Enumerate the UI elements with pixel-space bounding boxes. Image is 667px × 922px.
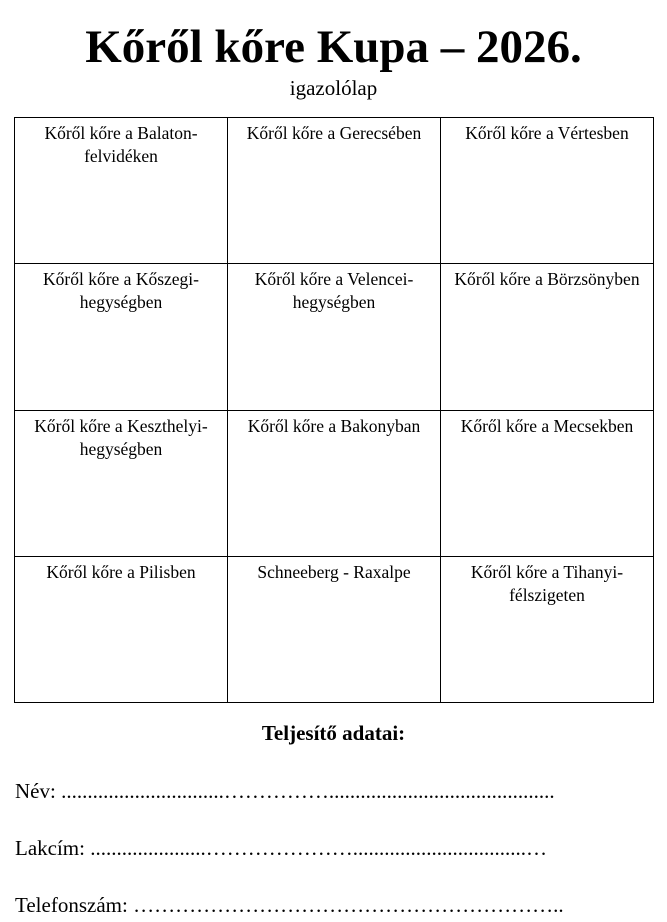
phone-field-line[interactable]: …………………………………………………….. — [133, 893, 564, 917]
phone-field-label: Telefonszám: — [15, 893, 128, 917]
stamp-grid — [14, 117, 654, 703]
address-field-line[interactable]: ......................………………….................................… — [90, 836, 547, 860]
stamp-cell-balaton-felvidek — [15, 118, 228, 264]
stamp-cell-bakony — [228, 410, 441, 556]
stamp-cell-label: Kőről kőre a Kőszegi-hegységben — [43, 269, 199, 313]
stamp-cell-label: Kőről kőre a Gerecsében — [246, 123, 422, 143]
stamp-cell-gerecse — [228, 118, 441, 264]
address-field-label: Lakcím: — [15, 836, 85, 860]
phone-field[interactable] — [15, 892, 655, 918]
stamp-cell-label: Kőről kőre a Velencei-hegységben — [254, 269, 414, 313]
name-field-line[interactable]: ...............................……………........................................... — [61, 779, 555, 803]
stamp-cell-label: Kőről kőre a Balaton-felvidéken — [44, 123, 198, 166]
page-title: Kőről kőre Kupa – 2026. — [85, 21, 582, 73]
name-field-label: Név: — [15, 779, 56, 803]
stamp-cell-label: Kőről kőre a Vértesben — [465, 123, 629, 143]
stamp-cell-label: Schneeberg - Raxalpe — [257, 561, 411, 582]
stamp-cell-label: Kőről kőre a Tihanyi-félszigeten — [470, 561, 624, 605]
stamp-cell-vertes — [441, 118, 654, 264]
page-subtitle: igazolólap — [289, 76, 378, 100]
stamp-cell-label: Kőről kőre a Mecsekben — [460, 415, 634, 436]
name-field[interactable] — [15, 778, 655, 804]
stamp-cell-mecsek — [441, 410, 654, 556]
stamp-cell-label: Kőről kőre a Keszthelyi-hegységben — [34, 415, 208, 459]
stamp-cell-velencei-hegyseg — [228, 264, 441, 410]
stamp-cell-tihanyi-felsziget — [441, 556, 654, 702]
stamp-cell-label: Kőről kőre a Pilisben — [46, 561, 196, 582]
stamp-cell-borzsony — [441, 264, 654, 410]
stamp-cell-schneeberg-raxalpe — [228, 556, 441, 702]
grid-row — [15, 556, 654, 702]
stamp-cell-koszegi-hegyseg — [15, 264, 228, 410]
grid-row — [15, 410, 654, 556]
stamp-cell-keszthelyi-hegyseg — [15, 410, 228, 556]
grid-row — [15, 118, 654, 264]
grid-row — [15, 264, 654, 410]
stamp-cell-label: Kőről kőre a Börzsönyben — [454, 269, 640, 290]
stamp-cell-label: Kőről kőre a Bakonyban — [247, 415, 421, 436]
address-field[interactable] — [15, 835, 655, 861]
participant-heading: Teljesítő adatai: — [261, 721, 406, 745]
stamp-cell-pilis — [15, 556, 228, 702]
